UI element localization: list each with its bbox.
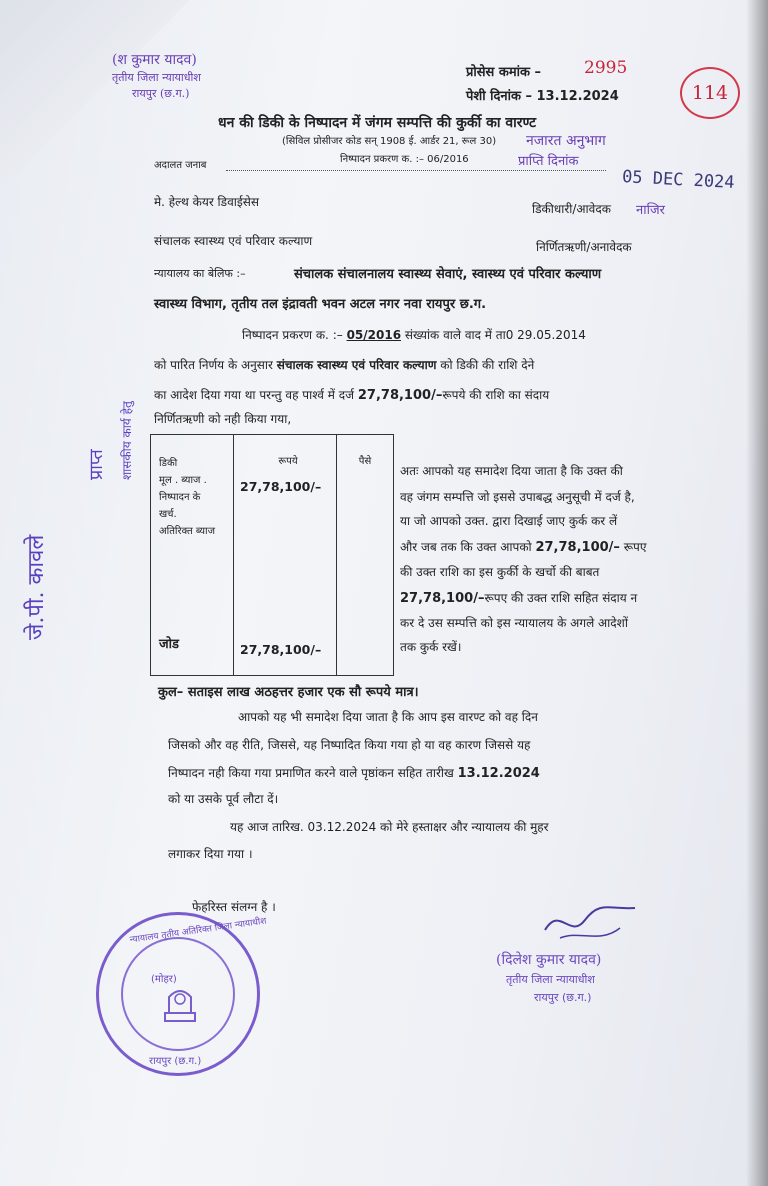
seal-ring-text: न्यायालय तृतीय अतिरिक्त जिला न्यायाधीश — [129, 916, 268, 946]
row-costs: खर्च. — [159, 509, 177, 520]
order-line-8: तक कुर्क रखें। — [400, 640, 462, 654]
order-line-2: वह जंगम सम्पत्ति जो इससे उपाबद्ध अनुसूची में दर्ज है, — [400, 490, 635, 504]
return-line-3-a: निष्पादन नही किया गया प्रमाणित करने वाले पृष्ठांकन सहित तारीख — [168, 766, 458, 780]
body-line-2-a: को पारित निर्णय के अनुसार — [154, 358, 277, 372]
execution-case-number: 05/2016 — [346, 328, 402, 342]
issue-line-1: यह आज तारिख. 03.12.2024 को मेरे हस्ताक्षर और न्यायालय की मुहर — [230, 820, 549, 834]
row-decree: डिकी — [159, 458, 178, 469]
national-emblem-icon — [157, 983, 203, 1027]
process-number-value: 2995 — [584, 58, 628, 78]
hearing-date: पेशी दिनांक – 13.12.2024 — [466, 89, 619, 104]
total-in-words: कुल– सताइस लाख अठहत्तर हजार एक सौ रूपये मात्र। — [158, 685, 419, 700]
rupees-header: रूपये — [278, 456, 298, 467]
return-line-3 — [168, 764, 540, 781]
page-shadow — [746, 0, 768, 1186]
order-line-4-c: रूपए — [619, 540, 647, 554]
order-line-5: की उक्त राशि का इस कुर्की के खर्चो की बाबत — [400, 565, 600, 579]
margin-note-name: जे.पी. कावले — [24, 534, 49, 640]
total-amount: 27,78,100/– — [240, 642, 322, 657]
return-line-1: आपको यह भी समादेश दिया जाता है कि आप इस वारण्ट को वह दिन — [238, 710, 538, 724]
row-principal-interest: मूल . ब्याज . — [159, 475, 207, 486]
debtor-name-inline: संचालक स्वास्थ्य एवं परिवार कल्याण — [276, 358, 437, 372]
judgment-debtor: संचालक स्वास्थ्य एवं परिवार कल्याण — [154, 234, 313, 248]
body-line-3 — [154, 386, 549, 403]
body-line-3-c: रूपये की राशि का संदाय — [442, 388, 550, 402]
signature-name: (दिलेश कुमार यादव) — [496, 952, 602, 968]
return-line-4: को या उसके पूर्व लौटा दें। — [168, 792, 279, 806]
body-line-4: निर्णितऋणी को नही किया गया, — [154, 412, 292, 426]
court-seal — [96, 912, 268, 1076]
bailiff-label: न्यायालय का बेलिफ :– — [154, 267, 246, 280]
order-amount-1: 27,78,100/– — [535, 540, 620, 555]
body-line-2 — [154, 356, 534, 373]
total-label: जोड — [159, 637, 179, 652]
seal-bottom-text: रायपुर (छ.ग.) — [149, 1056, 202, 1067]
judgment-debtor-role: निर्णितऋणी/अनावेदक — [536, 240, 632, 254]
body-line-2-c: को डिकी की राशि देने — [436, 358, 535, 372]
row-execution: निष्पादन के — [159, 492, 201, 503]
issue-line-2: लगाकर दिया गया । — [168, 847, 253, 861]
court-blank-line — [226, 170, 606, 171]
order-line-3: या जो आपको उक्त. द्वारा दिखाई जाए कुर्क कर लें — [400, 514, 618, 528]
order-line-4 — [400, 538, 647, 555]
nazir-note: नाजिर — [636, 203, 665, 218]
amount-table — [150, 434, 394, 676]
order-line-7: कर दे उस सम्पत्ति को इस न्यायालय के अगले आदेशों — [400, 616, 628, 630]
nazarat-stamp: नजारत अनुभाग — [526, 133, 606, 149]
corner-stamp-place: रायपुर (छ.ग.) — [132, 87, 190, 100]
return-date: 13.12.2024 — [457, 766, 540, 781]
signature-title: तृतीय जिला न्यायाधीश — [506, 973, 595, 986]
bailiff-line-1: संचालक संचालनालय स्वास्थ्य सेवाएं, स्वास्थ्य एवं परिवार कल्याण — [294, 267, 602, 282]
return-line-2: जिसको और वह रीति, जिससे, यह निष्पादित किया गया हो या वह कारण जिससे यह — [168, 738, 531, 752]
circled-number: 114 — [680, 67, 740, 119]
paise-header: पैसे — [358, 456, 372, 467]
document-title: धन की डिकी के निष्पादन में जंगम सम्पत्ति की कुर्की का वारण्ट — [218, 115, 537, 131]
received-stamp-label: प्राप्ति दिनांक — [518, 154, 579, 169]
court-label: अदालत जनाब — [154, 160, 207, 171]
body-line-1 — [242, 326, 586, 343]
row-additional-interest: अतिरिक्त ब्याज — [159, 526, 216, 537]
margin-note-received: प्राप्त — [86, 449, 107, 480]
decree-holder-role: डिकीधारी/आवेदक — [532, 202, 611, 216]
margin-note-official: शासकीय कार्य हेतु — [120, 401, 134, 480]
body-line-1-b: संख्यांक वाले वाद में ता0 29.05.2014 — [401, 328, 586, 342]
order-line-1: अतः आपको यह समादेश दिया जाता है कि उक्त की — [400, 464, 623, 478]
corner-stamp-name: (श कुमार यादव) — [112, 52, 197, 68]
title-sub-case: निष्पादन प्रकरण क. :– 06/2016 — [340, 154, 469, 165]
rupees-column — [234, 435, 337, 676]
signature-place: रायपुर (छ.ग.) — [534, 991, 592, 1004]
process-number-label: प्रोसेस कमांक – — [466, 65, 542, 80]
order-line-4-a: और जब तक कि उक्त आपको — [400, 540, 536, 554]
judge-signature — [540, 900, 640, 948]
paise-column — [337, 435, 394, 676]
body-line-1-a: निष्पादन प्रकरण क. :– — [242, 328, 347, 342]
amount-inline: 27,78,100/– — [357, 388, 443, 403]
seal-center-text: (मोहर) — [151, 974, 177, 985]
enclosure-note: फेहरिस्त संलग्न है । — [192, 900, 276, 914]
bailiff-line-2: स्वास्थ्य विभाग, तृतीय तल इंद्रावती भवन अटल नगर नवा रायपुर छ.ग. — [154, 297, 487, 312]
title-sub-code: (सिविल प्रोसीजर कोड सन् 1908 ई. आर्डर 21, रूल 30) — [282, 136, 497, 147]
order-line-6 — [400, 589, 637, 606]
decree-holder: मे. हेल्थ केयर डिवाईसेस — [154, 195, 259, 209]
received-stamp-date: 05 DEC 2024 — [621, 167, 736, 193]
body-line-3-a: का आदेश दिया गया था परन्तु वह पार्श्व में दर्ज — [154, 388, 358, 402]
order-amount-2: 27,78,100/– — [400, 591, 485, 606]
amount-table-heads — [151, 435, 234, 676]
principal-amount: 27,78,100/– — [240, 479, 322, 494]
corner-stamp-title: तृतीय जिला न्यायाधीश — [112, 71, 201, 84]
order-line-6-b: रूपए की उक्त राशि सहित संदाय न — [484, 591, 638, 605]
